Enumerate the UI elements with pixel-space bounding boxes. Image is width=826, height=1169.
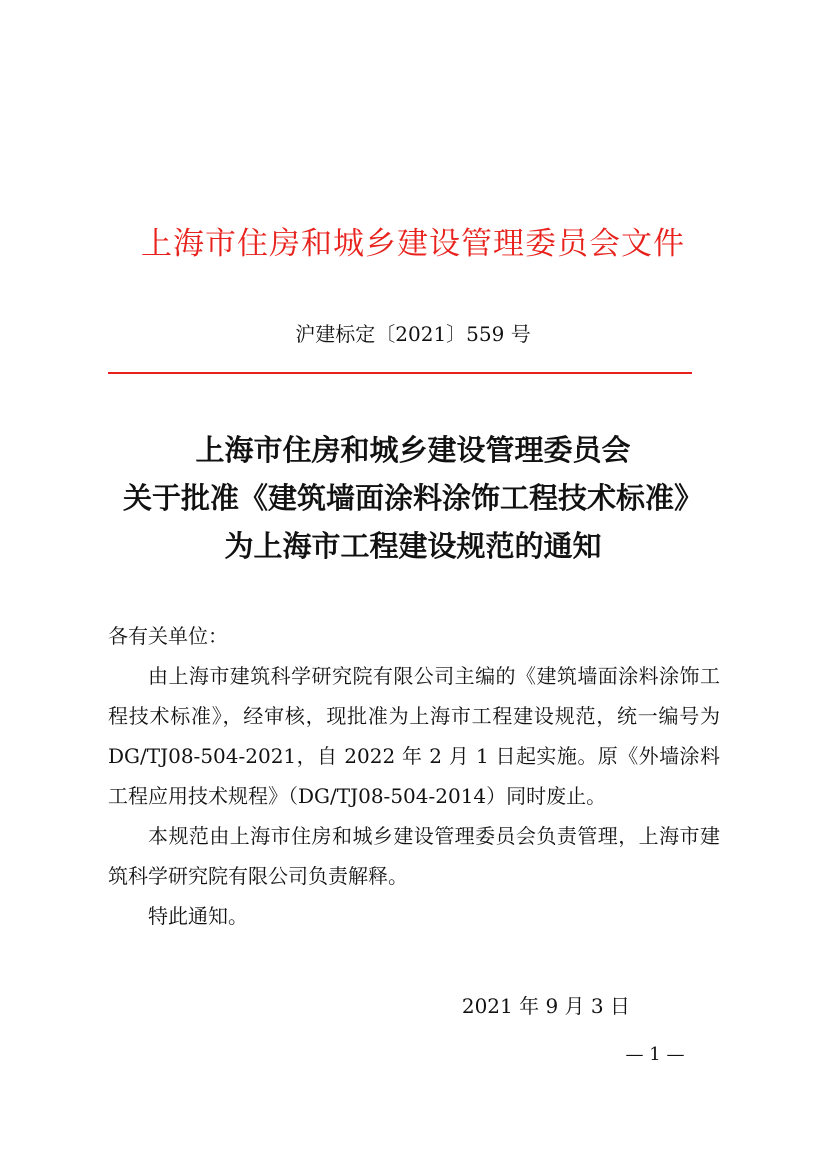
salutation: 各有关单位： — [108, 624, 228, 648]
red-divider-line — [108, 372, 692, 374]
document-number: 沪建标定〔2021〕559 号 — [295, 322, 531, 346]
page-number: — 1 — — [625, 1044, 685, 1065]
issuer-header: 上海市住房和城乡建设管理委员会文件 — [141, 226, 685, 262]
notice-title — [60, 426, 766, 570]
title-line-2: 关于批准《建筑墙面涂料涂饰工程技术标准》 — [122, 481, 703, 515]
title-line-3: 为上海市工程建设规范的通知 — [224, 529, 602, 563]
body-paragraph-approval: 由上海市建筑科学研究院有限公司主编的《建筑墙面涂料涂饰工程技术标准》，经审核，现批准为上海市工程建设规范，统一编号为 DG/TJ08-504-2021，自 2022 年 2 月 1 日起实施。原《外墙涂料工程应用技术规程》（DG/TJ08-504-2014）同时废止。 — [108, 664, 720, 808]
title-line-1: 上海市住房和城乡建设管理委员会 — [195, 433, 631, 467]
body-paragraph-closing: 特此通知。 — [148, 904, 248, 928]
body-paragraph-management: 本规范由上海市住房和城乡建设管理委员会负责管理，上海市建筑科学研究院有限公司负责解释。 — [108, 824, 720, 888]
notice-body — [108, 616, 720, 936]
issue-date: 2021 年 9 月 3 日 — [461, 994, 630, 1018]
